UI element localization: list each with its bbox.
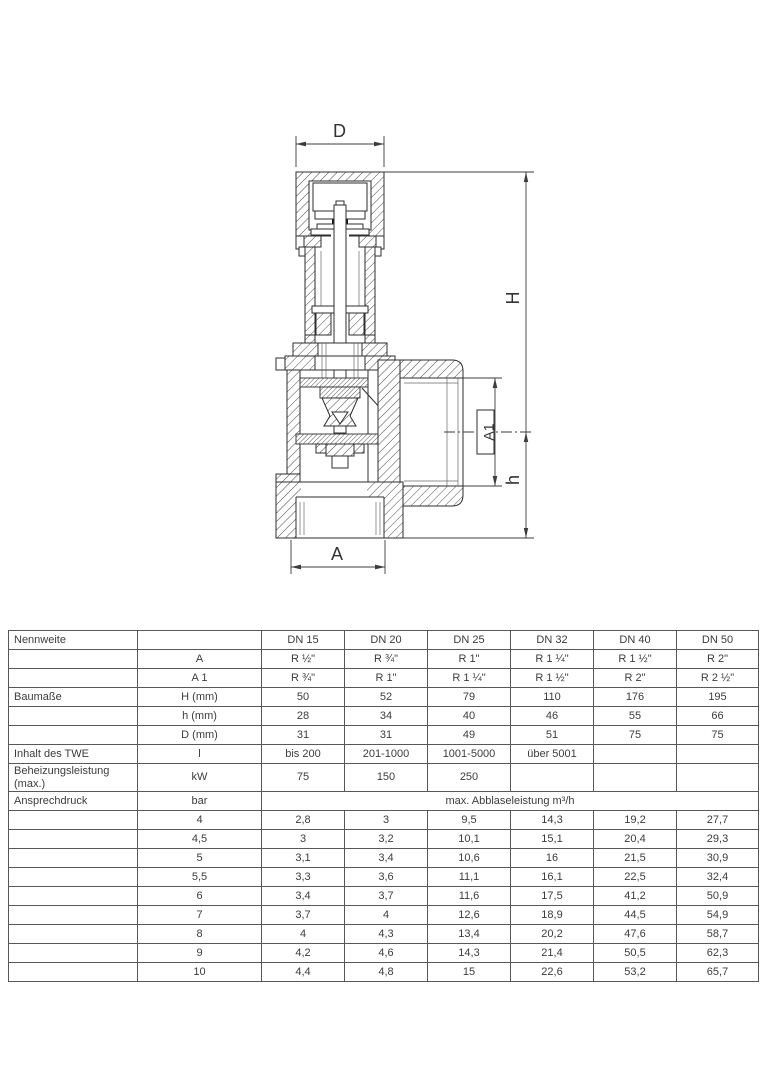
row-sublabel: 4 [138, 811, 262, 830]
row-label: Baumaße [9, 688, 138, 707]
spec-table-body [9, 631, 759, 982]
row-label [9, 868, 138, 887]
data-cell: 3,7 [345, 887, 428, 906]
data-cell [511, 764, 594, 792]
table-row [9, 631, 759, 650]
data-cell: 27,7 [677, 811, 759, 830]
data-cell: 13,4 [428, 925, 511, 944]
data-cell: R 1 ¼" [428, 669, 511, 688]
data-cell: 10,1 [428, 830, 511, 849]
data-cell: 28 [262, 707, 345, 726]
data-cell: 11,1 [428, 868, 511, 887]
data-cell: 41,2 [594, 887, 677, 906]
row-label [9, 944, 138, 963]
data-cell: 4,8 [345, 963, 428, 982]
row-sublabel: 5 [138, 849, 262, 868]
data-cell: 9,5 [428, 811, 511, 830]
spec-table [8, 630, 759, 982]
table-row [9, 963, 759, 982]
data-cell: R 1 ¼" [511, 650, 594, 669]
data-cell: 79 [428, 688, 511, 707]
row-label [9, 963, 138, 982]
table-row [9, 726, 759, 745]
data-cell: 3 [345, 811, 428, 830]
data-cell [677, 764, 759, 792]
table-row [9, 669, 759, 688]
data-cell: 21,4 [511, 944, 594, 963]
row-sublabel: 10 [138, 963, 262, 982]
table-row [9, 811, 759, 830]
data-cell: 17,5 [511, 887, 594, 906]
data-cell: 3,7 [262, 906, 345, 925]
data-cell: 4 [345, 906, 428, 925]
row-label [9, 726, 138, 745]
data-cell: 20,4 [594, 830, 677, 849]
data-cell: 15 [428, 963, 511, 982]
dim-label-h-outlet: h [503, 474, 523, 486]
data-cell: 50 [262, 688, 345, 707]
data-cell: 51 [511, 726, 594, 745]
row-sublabel: 7 [138, 906, 262, 925]
dimension-d [296, 121, 384, 167]
data-cell: 4,2 [262, 944, 345, 963]
data-cell: 3,4 [345, 849, 428, 868]
data-cell: 110 [511, 688, 594, 707]
dimension-a [291, 540, 385, 574]
row-sublabel: A 1 [138, 669, 262, 688]
data-cell: 3,6 [345, 868, 428, 887]
data-cell: über 5001 [511, 745, 594, 764]
data-cell: R 2" [677, 650, 759, 669]
data-cell: 50,9 [677, 887, 759, 906]
data-cell: 29,3 [677, 830, 759, 849]
data-cell: 49 [428, 726, 511, 745]
data-cell: DN 40 [594, 631, 677, 650]
data-cell [594, 764, 677, 792]
data-cell: 75 [677, 726, 759, 745]
data-cell: 2,8 [262, 811, 345, 830]
data-cell: 16 [511, 849, 594, 868]
data-cell: 201-1000 [345, 745, 428, 764]
data-cell: R 2" [594, 669, 677, 688]
data-cell: 44,5 [594, 906, 677, 925]
row-label [9, 707, 138, 726]
row-label [9, 650, 138, 669]
data-cell: 75 [594, 726, 677, 745]
row-label: Nennweite [9, 631, 138, 650]
data-cell: 14,3 [428, 944, 511, 963]
data-cell: 22,5 [594, 868, 677, 887]
data-cell [594, 745, 677, 764]
row-label [9, 669, 138, 688]
row-sublabel: 9 [138, 944, 262, 963]
row-label [9, 887, 138, 906]
data-cell: 3,1 [262, 849, 345, 868]
row-sublabel: 8 [138, 925, 262, 944]
data-cell: bis 200 [262, 745, 345, 764]
data-cell: 4,6 [345, 944, 428, 963]
data-cell: 20,2 [511, 925, 594, 944]
data-cell: 195 [677, 688, 759, 707]
data-cell: R 1 ½" [594, 650, 677, 669]
table-row [9, 906, 759, 925]
data-cell: DN 20 [345, 631, 428, 650]
data-cell: 12,6 [428, 906, 511, 925]
data-cell: R 2 ½" [677, 669, 759, 688]
data-cell: R ¾" [262, 669, 345, 688]
data-cell: 50,5 [594, 944, 677, 963]
data-cell: R ½" [262, 650, 345, 669]
data-cell: 4,3 [345, 925, 428, 944]
inlet-port [276, 474, 403, 538]
span-cell: max. Abblaseleistung m³/h [262, 792, 759, 811]
data-cell: 34 [345, 707, 428, 726]
data-cell: 21,5 [594, 849, 677, 868]
table-row [9, 849, 759, 868]
data-cell: R 1" [345, 669, 428, 688]
data-cell: 18,9 [511, 906, 594, 925]
data-cell: 40 [428, 707, 511, 726]
data-cell [677, 745, 759, 764]
data-cell: 250 [428, 764, 511, 792]
data-cell: 3,3 [262, 868, 345, 887]
data-cell: 22,6 [511, 963, 594, 982]
data-cell: 66 [677, 707, 759, 726]
table-row [9, 764, 759, 792]
table-row [9, 925, 759, 944]
data-cell: 47,6 [594, 925, 677, 944]
row-sublabel: H (mm) [138, 688, 262, 707]
data-cell: 3,2 [345, 830, 428, 849]
row-label [9, 811, 138, 830]
data-cell: 31 [262, 726, 345, 745]
table-row [9, 745, 759, 764]
data-cell: DN 50 [677, 631, 759, 650]
row-sublabel: h (mm) [138, 707, 262, 726]
dim-label-h-total: H [503, 291, 523, 305]
data-cell: 19,2 [594, 811, 677, 830]
row-sublabel: 5,5 [138, 868, 262, 887]
data-cell: 31 [345, 726, 428, 745]
data-cell: 3,4 [262, 887, 345, 906]
row-label [9, 830, 138, 849]
row-sublabel: 6 [138, 887, 262, 906]
data-cell: R 1 ½" [511, 669, 594, 688]
row-label [9, 925, 138, 944]
row-label [9, 906, 138, 925]
data-cell: 46 [511, 707, 594, 726]
row-sublabel: bar [138, 792, 262, 811]
table-row [9, 688, 759, 707]
table-row [9, 944, 759, 963]
data-cell: 62,3 [677, 944, 759, 963]
table-row [9, 707, 759, 726]
data-cell: DN 25 [428, 631, 511, 650]
row-label: Ansprechdruck [9, 792, 138, 811]
data-cell: 14,3 [511, 811, 594, 830]
data-cell: 32,4 [677, 868, 759, 887]
data-cell: 4,4 [262, 963, 345, 982]
table-row [9, 868, 759, 887]
table-row [9, 650, 759, 669]
data-cell: 176 [594, 688, 677, 707]
row-sublabel: kW [138, 764, 262, 792]
data-cell: 150 [345, 764, 428, 792]
row-label [9, 849, 138, 868]
data-cell: 10,6 [428, 849, 511, 868]
row-label: Inhalt des TWE [9, 745, 138, 764]
valve-disc [296, 434, 382, 444]
dimension-h [403, 172, 534, 538]
data-cell: R 1" [428, 650, 511, 669]
data-cell: DN 15 [262, 631, 345, 650]
table-row [9, 887, 759, 906]
data-cell: 58,7 [677, 925, 759, 944]
row-sublabel: l [138, 745, 262, 764]
data-cell: 54,9 [677, 906, 759, 925]
diaphragm [300, 378, 368, 387]
row-sublabel: 4,5 [138, 830, 262, 849]
row-sublabel: D (mm) [138, 726, 262, 745]
data-cell: 4 [262, 925, 345, 944]
row-sublabel [138, 631, 262, 650]
data-cell: 65,7 [677, 963, 759, 982]
data-cell: 75 [262, 764, 345, 792]
row-label: Beheizungsleistung (max.) [9, 764, 138, 792]
data-cell: 30,9 [677, 849, 759, 868]
data-cell: 55 [594, 707, 677, 726]
table-row [9, 830, 759, 849]
data-cell: 15,1 [511, 830, 594, 849]
data-cell: 3 [262, 830, 345, 849]
data-cell: 16,1 [511, 868, 594, 887]
data-cell: R ¾" [345, 650, 428, 669]
data-cell: 1001-5000 [428, 745, 511, 764]
data-cell: 11,6 [428, 887, 511, 906]
dim-label-a1: A1 [480, 423, 497, 441]
dim-label-a: A [331, 544, 344, 564]
data-cell: 53,2 [594, 963, 677, 982]
row-sublabel: A [138, 650, 262, 669]
data-cell: DN 32 [511, 631, 594, 650]
table-row [9, 792, 759, 811]
dim-label-d: D [333, 121, 346, 141]
data-cell: 52 [345, 688, 428, 707]
